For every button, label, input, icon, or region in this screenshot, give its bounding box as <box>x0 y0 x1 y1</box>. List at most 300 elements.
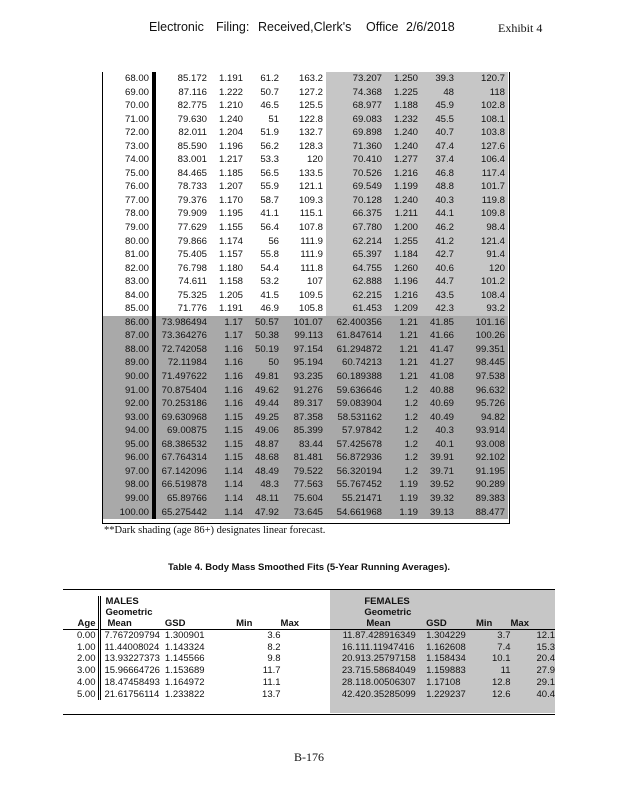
table-cell: 70.526 <box>326 167 385 181</box>
table-cell: 127.2 <box>298 86 323 98</box>
header-date: 2/6/2018 <box>406 20 455 34</box>
table-cell: 20.35285099 <box>360 688 416 700</box>
table-cell: 111.9 <box>300 235 323 247</box>
table-cell: 1.195 <box>218 208 243 220</box>
table-cell: 1.153689 <box>164 665 205 677</box>
table-cell: 46.8 <box>421 167 457 181</box>
table-cell: 1.240 <box>218 113 243 125</box>
table-cell: 39.3 <box>421 72 457 86</box>
table-cell: 101.07 <box>282 316 326 330</box>
table-cell: 71.497622 <box>156 370 210 384</box>
table-row <box>63 653 555 665</box>
table-cell: 94.82 <box>457 411 508 425</box>
table-cell: 1.216 <box>385 289 421 303</box>
spacer <box>218 642 236 654</box>
table-cell: 15.96664726 <box>100 665 165 677</box>
table-cell: 79.909 <box>177 208 207 220</box>
table-cell: 46.2 <box>421 221 457 235</box>
table-cell: 97.00 <box>103 465 152 479</box>
table-cell: 61.294872 <box>326 343 385 357</box>
table-cell: 120 <box>457 262 508 276</box>
table-cell: 72.11984 <box>156 356 210 370</box>
table-cell: 1.2 <box>385 384 421 398</box>
table-cell: 87.00 <box>103 329 152 343</box>
table-cell: 73.00 <box>124 140 149 152</box>
table-cell: 60.189388 <box>326 370 385 384</box>
table-cell: 50.57 <box>246 316 282 330</box>
table-cell: 69.083 <box>326 113 385 127</box>
exhibit-label: Exhibit 4 <box>498 21 543 35</box>
table-cell: 91.00 <box>103 384 152 398</box>
table-cell: 107 <box>306 276 323 288</box>
table-cell: 1.19 <box>385 478 421 492</box>
table-cell: 42.3 <box>421 302 457 316</box>
table-cell: 4.00 <box>76 676 96 688</box>
table-cell: 77.563 <box>282 478 326 492</box>
table-cell: 1.188 <box>385 99 421 113</box>
col-female-gsd: GSD <box>426 618 476 630</box>
table-cell: 1.196 <box>385 275 421 289</box>
table-cell: 11.11947416 <box>360 641 415 653</box>
table-cell: 89.383 <box>457 492 508 506</box>
table-cell: 70.00 <box>124 100 149 112</box>
table-cell: 93.008 <box>457 438 508 452</box>
table-cell: 90.00 <box>103 370 152 384</box>
table-cell: 55.21471 <box>326 492 385 506</box>
table-cell: 23.7 <box>341 665 361 677</box>
table-cell: 56.872936 <box>326 451 385 465</box>
table-cell: 1.216 <box>385 167 421 181</box>
table-cell: 48.87 <box>246 438 282 452</box>
table-row <box>63 665 555 677</box>
table-cell: 85.399 <box>282 424 326 438</box>
table-cell: 1.229237 <box>426 688 466 700</box>
table-cell: 1.222 <box>218 86 243 98</box>
table-cell: 41.1 <box>260 208 279 220</box>
table-cell: 48.49 <box>246 465 282 479</box>
table-cell: 40.3 <box>421 424 457 438</box>
table-cell: 49.81 <box>246 370 282 384</box>
table-cell: 45.5 <box>421 113 457 127</box>
table-cell: 75.325 <box>177 289 207 301</box>
spacer <box>218 689 236 701</box>
table-cell: 133.5 <box>298 167 323 179</box>
table-cell: 12.1 <box>536 630 555 641</box>
table-cell: 67.764314 <box>156 451 210 465</box>
table-cell: 73.364276 <box>156 329 210 343</box>
table-cell: 62.400356 <box>326 316 385 330</box>
table-cell: 107.8 <box>298 222 323 234</box>
table-cell: 48.11 <box>246 492 282 506</box>
table-cell: 50.19 <box>246 343 282 357</box>
table-cell: 40.4 <box>536 688 555 700</box>
table-cell: 18.00506307 <box>360 676 416 688</box>
table-cell: 62.888 <box>326 275 385 289</box>
table-cell: 72.00 <box>124 127 149 139</box>
table-cell: 85.00 <box>124 303 149 315</box>
table-cell: 1.180 <box>218 262 243 274</box>
table-cell: 65.275442 <box>156 506 210 520</box>
table-cell: 40.7 <box>421 126 457 140</box>
table-cell: 1.158434 <box>426 653 466 665</box>
table-row <box>63 689 555 701</box>
table-cell: 7.4 <box>497 641 511 653</box>
table-cell: 1.240 <box>385 140 421 154</box>
col-male-min: Min <box>236 618 280 630</box>
table-cell: 61.2 <box>260 73 279 84</box>
table-cell: 49.62 <box>246 384 282 398</box>
table-cell: 69.00875 <box>156 424 210 438</box>
table-cell: 41.85 <box>421 316 457 330</box>
table-cell: 117.4 <box>457 167 508 181</box>
table-cell: 39.71 <box>421 465 457 479</box>
table-cell: 50.7 <box>260 86 279 98</box>
table-cell: 1.200 <box>385 221 421 235</box>
table-cell: 70.410 <box>326 153 385 167</box>
table-cell: 70.128 <box>326 194 385 208</box>
col-male-mean: Mean <box>100 618 165 630</box>
table-cell: 78.00 <box>124 208 149 220</box>
table-cell: 51.9 <box>260 127 279 139</box>
table-cell: 77.00 <box>124 194 149 206</box>
table-cell: 1.191 <box>218 73 243 84</box>
table-cell: 40.3 <box>421 194 457 208</box>
table-cell: 66.375 <box>326 207 385 221</box>
table-cell: 39.32 <box>421 492 457 506</box>
table-cell: 1.145566 <box>164 653 205 665</box>
table-cell: 1.16 <box>210 397 246 411</box>
table-cell: 97.154 <box>282 343 326 357</box>
table-cell: 98.00 <box>103 478 152 492</box>
table-cell: 51 <box>268 113 279 125</box>
table-cell: 81.00 <box>124 249 149 261</box>
table-cell: 1.17 <box>210 316 246 330</box>
table-cell: 45.9 <box>421 99 457 113</box>
table-cell: 1.19 <box>385 506 421 520</box>
table-cell: 44.7 <box>421 275 457 289</box>
table-cell: 37.4 <box>421 153 457 167</box>
table-cell: 103.8 <box>457 126 508 140</box>
table-cell: 62.215 <box>326 289 385 303</box>
table-cell: 1.16 <box>210 370 246 384</box>
table-row <box>63 642 555 654</box>
table-cell: 41.47 <box>421 343 457 357</box>
spacer <box>218 677 236 689</box>
table-row <box>63 630 555 642</box>
table-cell: 1.2 <box>385 451 421 465</box>
header-filing: Filing: <box>216 20 250 34</box>
table-cell: 1.209 <box>385 302 421 316</box>
table-cell: 1.17 <box>210 329 246 343</box>
table-cell: 40.6 <box>421 262 457 276</box>
table-cell: 86.00 <box>103 316 152 330</box>
table-cell: 73.986494 <box>156 316 210 330</box>
table-cell: 98.445 <box>457 356 508 370</box>
table-cell: 82.011 <box>178 127 207 139</box>
table-cell: 57.97842 <box>326 424 385 438</box>
females-heading: FEMALES <box>364 596 410 607</box>
table-cell: 11.8 <box>342 630 361 641</box>
table-cell: 74.368 <box>326 86 385 100</box>
table-cell: 54.661968 <box>326 506 385 520</box>
table-cell: 11.7 <box>262 665 281 677</box>
table-cell: 1.14 <box>210 506 246 520</box>
table-cell: 75.405 <box>177 249 207 261</box>
table-cell: 83.44 <box>282 438 326 452</box>
table-cell: 75.604 <box>282 492 326 506</box>
table-cell: 100.26 <box>457 329 508 343</box>
table-cell: 84.465 <box>177 167 207 179</box>
table-cell: 122.8 <box>298 113 323 125</box>
table-cell: 12.8 <box>492 676 511 688</box>
table-border <box>102 72 510 524</box>
table-cell: 1.260 <box>385 262 421 276</box>
table-cell: 69.898 <box>326 126 385 140</box>
table-cell: 87.116 <box>178 86 207 98</box>
table-cell: 44.1 <box>421 207 457 221</box>
spacer <box>218 665 236 677</box>
table-cell: 82.00 <box>124 262 149 274</box>
table-cell: 96.00 <box>103 451 152 465</box>
table-cell: 40.1 <box>421 438 457 452</box>
header-received: Received,Clerk's <box>258 20 352 34</box>
col-male-max: Max <box>281 618 361 630</box>
table-cell: 74.00 <box>124 154 149 166</box>
table-cell: 5.00 <box>76 688 96 700</box>
table-cell: 41.2 <box>421 235 457 249</box>
table-cell: 99.351 <box>457 343 508 357</box>
table-cell: 1.205 <box>218 289 243 301</box>
table-cell: 15.3 <box>536 641 555 653</box>
table-cell: 83.00 <box>124 276 149 288</box>
table-cell: 1.21 <box>385 356 421 370</box>
table-row <box>63 677 555 689</box>
table-cell: 1.185 <box>218 167 243 179</box>
table-cell: 3.6 <box>267 630 281 641</box>
table-cell: 72.742058 <box>156 343 210 357</box>
table-cell: 41.5 <box>260 289 279 301</box>
page-number: B-176 <box>294 750 324 764</box>
table-cell: 13.7 <box>262 688 281 700</box>
table-cell: 1.15 <box>210 438 246 452</box>
table-cell: 41.08 <box>421 370 457 384</box>
table-cell: 53.2 <box>260 276 279 288</box>
table-cell: 1.191 <box>218 303 243 315</box>
table-cell: 132.7 <box>298 127 323 139</box>
table-cell: 120 <box>306 154 323 166</box>
table-cell: 1.196 <box>218 140 243 152</box>
table-cell: 28.1 <box>341 676 361 688</box>
table-cell: 1.157 <box>218 249 243 261</box>
table-cell: 90.289 <box>457 478 508 492</box>
table-cell: 48 <box>421 86 457 100</box>
table-cell: 11.44008024 <box>100 642 165 654</box>
table-cell: 42.4 <box>341 688 361 700</box>
table-cell: 91.195 <box>457 465 508 479</box>
table-cell: 93.235 <box>282 370 326 384</box>
table-cell: 43.5 <box>421 289 457 303</box>
table-cell: 56.4 <box>260 222 279 234</box>
table-cell: 39.13 <box>421 506 457 520</box>
table-cell: 1.164972 <box>164 676 205 688</box>
table-cell: 1.16 <box>210 384 246 398</box>
table-cell: 1.00 <box>76 641 96 653</box>
table-cell: 106.4 <box>457 153 508 167</box>
table-cell: 1.300901 <box>164 630 205 641</box>
table-cell: 79.376 <box>177 194 207 206</box>
table-cell: 95.00 <box>103 438 152 452</box>
table-cell: 8.2 <box>267 641 281 653</box>
table-cell: 71.776 <box>177 303 207 315</box>
table-cell: 95.726 <box>457 397 508 411</box>
table-cell: 1.21 <box>385 316 421 330</box>
table-cell: 95.194 <box>282 356 326 370</box>
table-cell: 60.74213 <box>326 356 385 370</box>
table-cell: 99.00 <box>103 492 152 506</box>
table-cell: 1.304229 <box>426 630 466 641</box>
table-cell: 40.49 <box>421 411 457 425</box>
table-cell: 87.358 <box>282 411 326 425</box>
table-cell: 88.00 <box>103 343 152 357</box>
table-cell: 89.00 <box>103 356 152 370</box>
table-cell: 88.477 <box>457 506 508 520</box>
table-cell: 1.240 <box>385 194 421 208</box>
table-cell: 119.8 <box>457 194 508 208</box>
table-cell: 1.19 <box>385 492 421 506</box>
table-cell: 3.7 <box>497 630 511 641</box>
table-cell: 55.9 <box>260 181 279 193</box>
table-cell: 11.1 <box>262 676 281 688</box>
table-cell: 1.232 <box>385 113 421 127</box>
table-cell: 20.4 <box>536 653 555 665</box>
table-cell: 96.632 <box>457 384 508 398</box>
table-cell: 109.3 <box>298 194 323 206</box>
table-cell: 50 <box>246 356 282 370</box>
col-age: Age <box>63 618 100 630</box>
table-cell: 101.16 <box>457 316 508 330</box>
table-cell: 1.14 <box>210 478 246 492</box>
table-cell: 1.217 <box>218 154 243 166</box>
table-cell: 1.199 <box>385 180 421 194</box>
spacer <box>218 653 236 665</box>
table-cell: 128.3 <box>298 140 323 152</box>
table-cell: 69.549 <box>326 180 385 194</box>
table-cell: 121.4 <box>457 235 508 249</box>
table-cell: 79.866 <box>177 235 207 247</box>
table-cell: 40.69 <box>421 397 457 411</box>
table-cell: 78.733 <box>177 181 207 193</box>
table-cell: 27.9 <box>536 665 555 677</box>
table-cell: 98.4 <box>457 221 508 235</box>
table-cell: 1.2 <box>385 424 421 438</box>
table-cell: 85.590 <box>177 140 207 152</box>
table-cell: 1.16 <box>210 356 246 370</box>
table-cell: 109.8 <box>457 207 508 221</box>
table-cell: 120.7 <box>457 72 508 86</box>
table-cell: 0.00 <box>76 630 96 641</box>
table-cell: 15.58684049 <box>360 665 416 677</box>
table-cell: 39.52 <box>421 478 457 492</box>
table-cell: 65.397 <box>326 248 385 262</box>
table-cell: 49.44 <box>246 397 282 411</box>
table-cell: 48.3 <box>246 478 282 492</box>
table-cell: 102.8 <box>457 99 508 113</box>
table-cell: 82.775 <box>177 100 207 112</box>
males-geometric: Geometric <box>100 607 165 618</box>
table-cell: 3.00 <box>76 665 96 677</box>
table-cell: 70.875404 <box>156 384 210 398</box>
table-cell: 1.14 <box>210 492 246 506</box>
table-cell: 54.4 <box>260 262 279 274</box>
table-cell: 1.170 <box>218 194 243 206</box>
table-cell: 64.755 <box>326 262 385 276</box>
table-cell: 1.21 <box>385 329 421 343</box>
col-female-min: Min <box>476 618 511 630</box>
table-cell: 93.00 <box>103 411 152 425</box>
table-cell: 71.360 <box>326 140 385 154</box>
table-cell: 56.2 <box>260 140 279 152</box>
table-cell: 9.8 <box>267 653 281 665</box>
col-male-gsd: GSD <box>165 618 218 630</box>
table-cell: 62.214 <box>326 235 385 249</box>
table-cell: 74.611 <box>178 276 207 288</box>
table-cell: 75.00 <box>124 167 149 179</box>
table-cell: 13.93227373 <box>100 653 165 665</box>
table-cell: 125.5 <box>298 100 323 112</box>
table-cell: 109.5 <box>298 289 323 301</box>
table-cell: 108.4 <box>457 289 508 303</box>
table-cell: 21.61756114 <box>100 689 165 701</box>
table-cell: 101.2 <box>457 275 508 289</box>
table-cell: 53.3 <box>260 154 279 166</box>
table-cell: 1.250 <box>385 72 421 86</box>
table-cell: 1.21 <box>385 343 421 357</box>
table-cell: 11 <box>500 665 511 677</box>
table-cell: 73.645 <box>282 506 326 520</box>
table-cell: 101.7 <box>457 180 508 194</box>
table-cell: 41.27 <box>421 356 457 370</box>
table-cell: 47.4 <box>421 140 457 154</box>
table-cell: 59.636646 <box>326 384 385 398</box>
table-cell: 20.9 <box>341 653 361 665</box>
table-cell: 70.253186 <box>156 397 210 411</box>
table-cell: 10.1 <box>492 653 511 665</box>
table-cell: 39.91 <box>421 451 457 465</box>
table-cell: 67.142096 <box>156 465 210 479</box>
table-cell: 68.00 <box>124 73 149 84</box>
table-cell: 84.00 <box>124 289 149 301</box>
table-cell: 2.00 <box>76 653 96 665</box>
table-cell: 48.68 <box>246 451 282 465</box>
table-cell: 55.767452 <box>326 478 385 492</box>
table-cell: 42.7 <box>421 248 457 262</box>
table-cell: 57.425678 <box>326 438 385 452</box>
table-cell: 58.7 <box>260 194 279 206</box>
table-cell: 1.155 <box>218 222 243 234</box>
table-cell: 59.083904 <box>326 397 385 411</box>
table-cell: 121.1 <box>298 181 323 193</box>
table-cell: 89.317 <box>282 397 326 411</box>
table-cell: 56.5 <box>260 167 279 179</box>
table-cell: 118 <box>457 86 508 100</box>
table-cell: 7.428916349 <box>360 630 416 641</box>
table-cell: 1.15 <box>210 411 246 425</box>
table-cell: 29.1 <box>536 676 555 688</box>
table-cell: 97.538 <box>457 370 508 384</box>
spacer <box>218 630 236 642</box>
table-cell: 1.211 <box>385 207 421 221</box>
table-cell: 79.522 <box>282 465 326 479</box>
